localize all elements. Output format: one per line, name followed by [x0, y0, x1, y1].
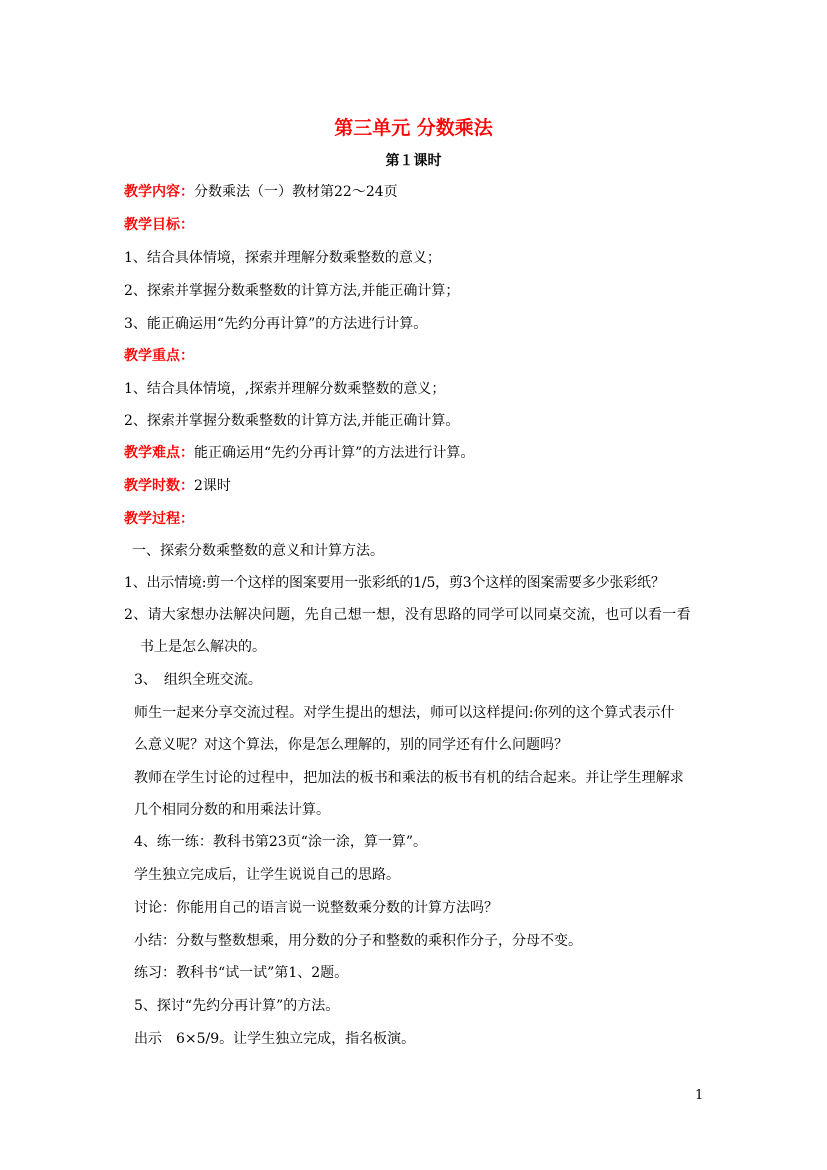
process-heading — [124, 509, 194, 529]
process-item: 出示 6×5/9。让学生独立完成，指名板演。 — [134, 1031, 416, 1047]
page-number: 1 — [695, 1088, 704, 1103]
process-item: 学生独立完成后，让学生说说自己的思路。 — [134, 867, 400, 883]
goal-item: 2、探索并掌握分数乘整数的计算方法,并能正确计算； — [124, 283, 460, 299]
process-item: 教师在学生讨论的过程中，把加法的板书和乘法的板书有机的结合起来。并让学生理解求 — [134, 770, 684, 786]
process-item: 师生一起来分享交流过程。对学生提出的想法，师可以这样提问:你列的这个算式表示什 — [134, 705, 675, 721]
process-item: 讨论：你能用自己的语言说一说整数乘分数的计算方法吗？ — [134, 900, 498, 916]
process-item: 3、 组织全班交流。 — [134, 672, 262, 688]
goals-label: 教学目标： — [124, 217, 194, 233]
goal-item: 1、结合具体情境，探索并理解分数乘整数的意义； — [124, 250, 441, 266]
hours-line — [124, 476, 231, 496]
hours-text: 2课时 — [194, 478, 231, 494]
page-title: 第三单元 分数乘法 — [334, 117, 493, 139]
lesson-number: 第１课时 — [385, 153, 442, 169]
process-item: 2、请大家想办法解决问题，先自己想一想，没有思路的同学可以同桌交流，也可以看一看 — [124, 607, 691, 623]
process-item: 5、探讨“先约分再计算”的方法。 — [134, 998, 340, 1014]
process-item: 书上是怎么解决的。 — [140, 639, 266, 655]
difficulty-text: 能正确运用“先约分再计算”的方法进行计算。 — [194, 445, 475, 461]
content-label: 教学内容： — [124, 184, 194, 200]
keypoints-heading — [124, 346, 194, 366]
process-label: 教学过程： — [124, 511, 194, 527]
content-line — [124, 182, 398, 202]
process-item: 小结：分数与整数想乘，用分数的分子和整数的乘积作分子，分母不变。 — [134, 933, 582, 949]
process-item: 么意义呢？对这个算法，你是怎么理解的，别的同学还有什么问题吗？ — [134, 737, 568, 753]
difficulty-line — [124, 443, 474, 463]
keypoints-label: 教学重点： — [124, 348, 194, 364]
process-item: 1、出示情境:剪一个这样的图案要用一张彩纸的1/5，剪3个这样的图案需要多少张彩纸？ — [124, 575, 665, 591]
process-item: 4、练一练：教科书第23页“涂一涂，算一算”。 — [134, 834, 428, 850]
goals-heading — [124, 215, 194, 235]
goal-item: 3、能正确运用“先约分再计算”的方法进行计算。 — [124, 316, 428, 332]
process-item: 几个相同分数的和用乘法计算。 — [134, 802, 330, 818]
hours-label: 教学时数： — [124, 478, 194, 494]
content-text: 分数乘法（一）教材第22～24页 — [194, 184, 398, 200]
process-item: 一、探索分数乘整数的意义和计算方法。 — [132, 543, 384, 559]
keypoint-item: 1、结合具体情境，,探索并理解分数乘整数的意义； — [124, 381, 446, 397]
difficulty-label: 教学难点： — [124, 445, 194, 461]
keypoint-item: 2、探索并掌握分数乘整数的计算方法,并能正确计算。 — [124, 413, 460, 429]
process-item: 练习：教科书“试一试”第1、2题。 — [134, 965, 349, 981]
